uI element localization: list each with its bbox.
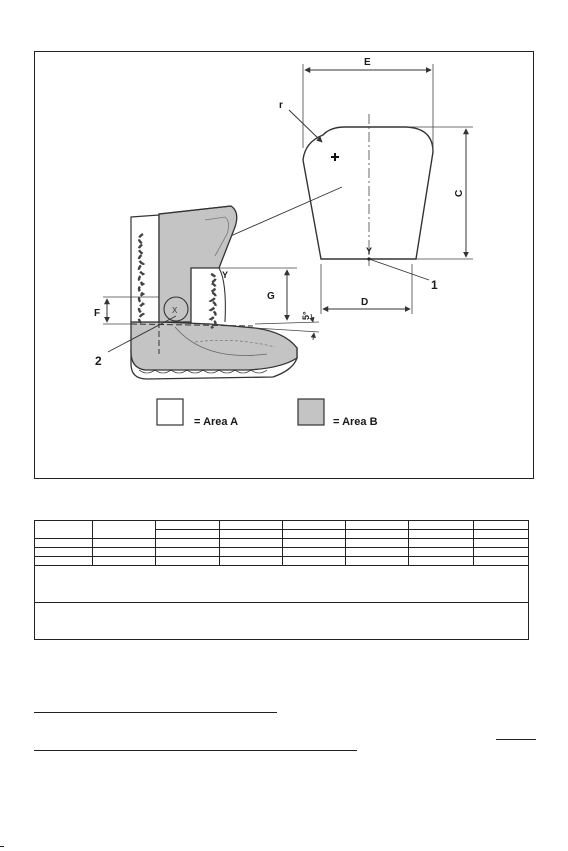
legend-swatch-area-a — [157, 399, 183, 425]
table-row — [35, 539, 529, 548]
figure-panel — [34, 51, 534, 479]
table-note-row — [35, 566, 529, 603]
short-line — [496, 739, 536, 740]
label-D: D — [361, 297, 369, 308]
label-5-degree: 5° — [301, 311, 311, 320]
label-C: C — [454, 189, 465, 197]
dimension-table — [34, 520, 529, 640]
callout-2: 2 — [95, 354, 102, 368]
label-r: r — [279, 100, 283, 111]
legend-area-a: = Area A — [194, 416, 239, 428]
legend-area-b: = Area B — [333, 416, 378, 428]
label-X: X — [172, 306, 178, 315]
legend — [157, 399, 378, 428]
table-row — [35, 548, 529, 557]
signature-line-1 — [34, 712, 277, 713]
label-E: E — [364, 57, 371, 68]
label-G: G — [267, 291, 275, 302]
table-row — [35, 557, 529, 566]
template-shape — [217, 64, 473, 314]
label-Y-template: Y — [366, 246, 373, 256]
table-note-row — [35, 603, 529, 640]
legend-swatch-area-b — [298, 399, 324, 425]
edge-mark — [0, 846, 4, 847]
callout-1: 1 — [431, 278, 438, 292]
label-F: F — [94, 308, 101, 319]
signature-line-2 — [34, 750, 357, 751]
table-row — [35, 521, 529, 530]
label-Y-boot: Y — [222, 270, 229, 280]
boot-drawing — [103, 206, 319, 379]
boot-dimension-diagram — [35, 52, 535, 480]
